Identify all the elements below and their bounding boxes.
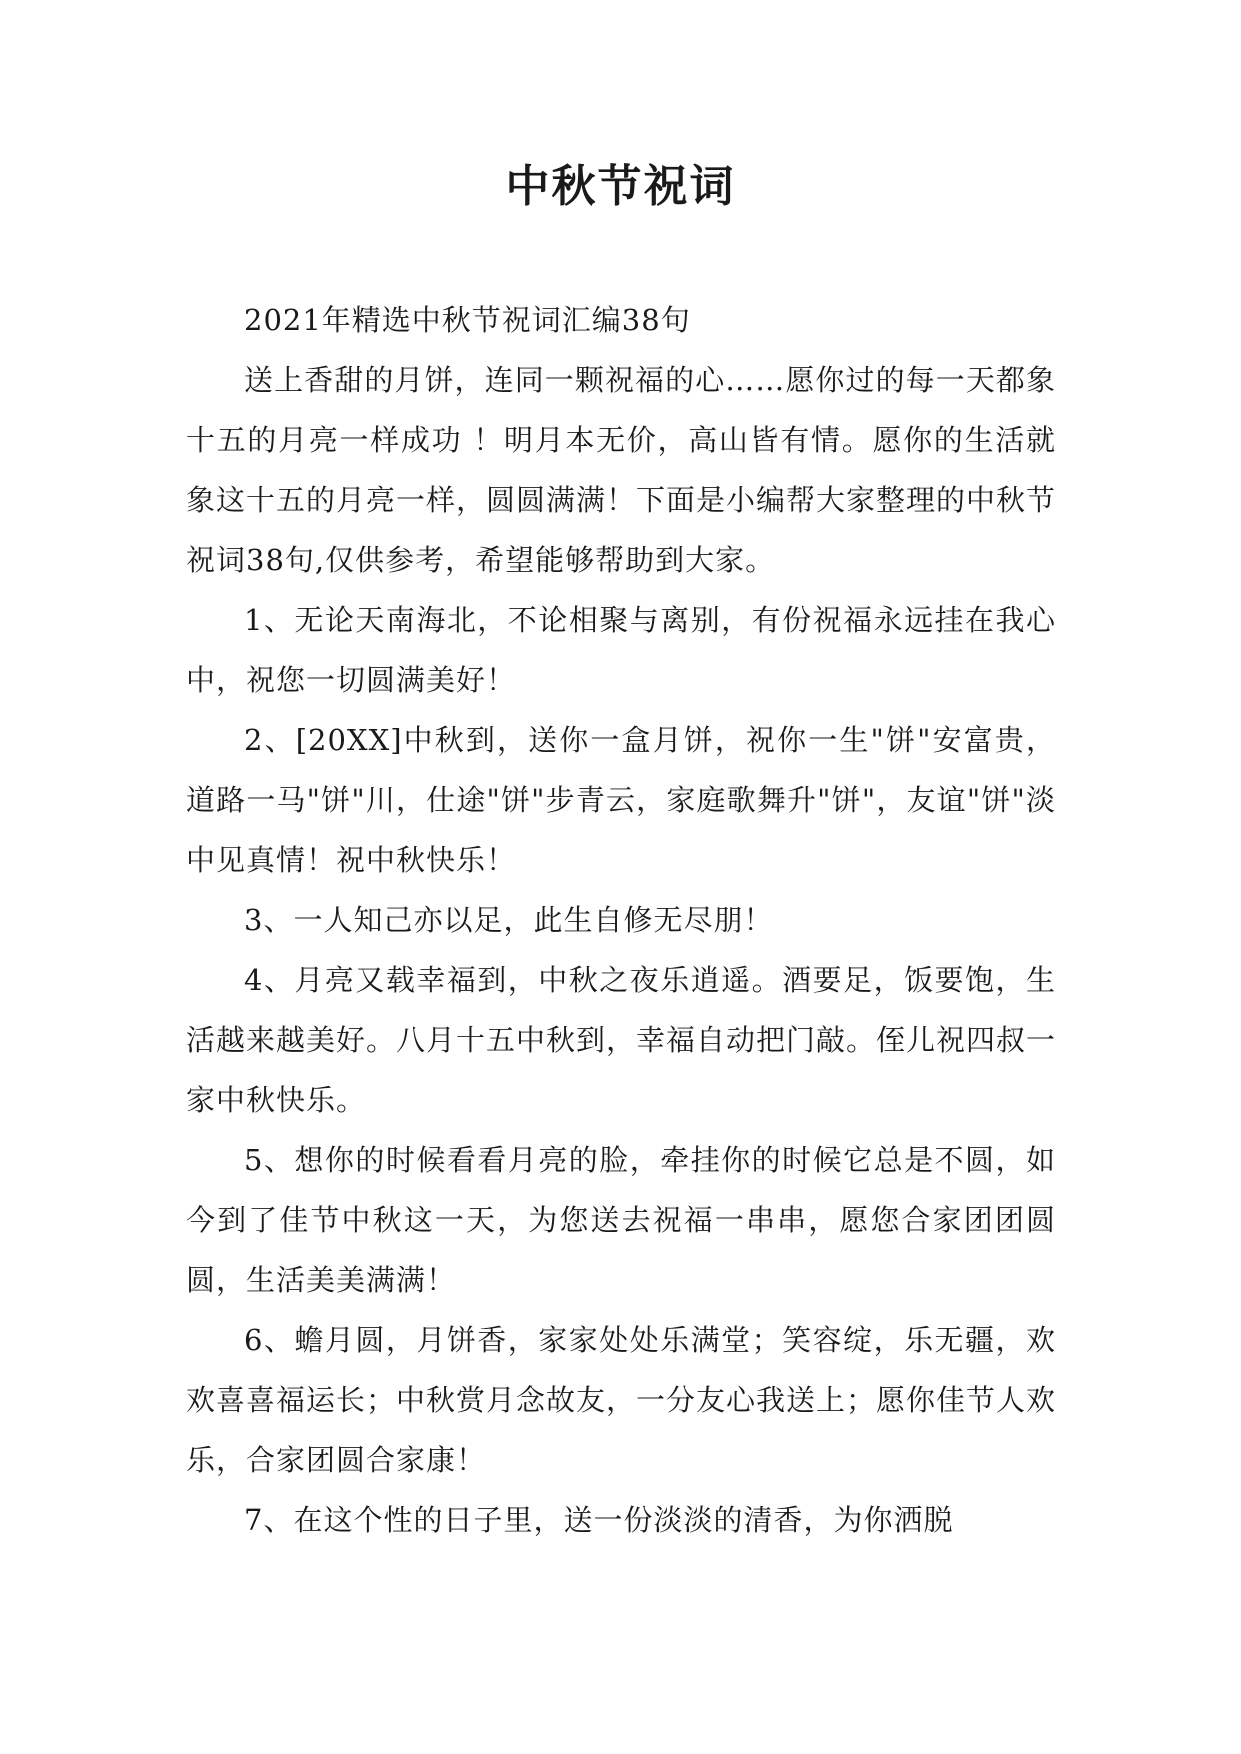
intro-heading: 2021年精选中秋节祝词汇编38句 [244, 303, 691, 337]
intro-paragraph: 送上香甜的月饼，连同一颗祝福的心……愿你过的每一天都象十五的月亮一样成功 ！明月本无价，高山皆有情。愿你的生活就象这十五的月亮一样，圆圆满满！下面是小编帮大家整理的中秋节祝词38句,仅供参考，希望能够帮助到大家。 [186, 363, 1057, 577]
blessing-item-6: 6、蟾月圆，月饼香，家家处处乐满堂；笑容绽，乐无疆，欢欢喜喜福运长；中秋赏月念故友，一分友心我送上；愿你佳节人欢乐，合家团圆合家康！ [186, 1323, 1057, 1477]
blessing-item-4: 4、月亮又载幸福到，中秋之夜乐逍遥。酒要足，饭要饱，生活越来越美好。八月十五中秋到，幸福自动把门敲。侄儿祝四叔一家中秋快乐。 [186, 963, 1057, 1117]
document-body [186, 290, 1056, 1550]
blessing-item-5: 5、想你的时候看看月亮的脸，牵挂你的时候它总是不圆，如今到了佳节中秋这一天，为您送去祝福一串串，愿您合家团团圆圆，生活美美满满！ [186, 1143, 1056, 1297]
document-title: 中秋节祝词 [505, 161, 736, 212]
blessing-item-2: 2、[20XX]中秋到，送你一盒月饼，祝你一生"饼"安富贵，道路一马"饼"川，仕途"饼"步青云，家庭歌舞升"饼"，友谊"饼"淡中见真情！祝中秋快乐！ [186, 723, 1056, 877]
blessing-item-1: 1、无论天南海北，不论相聚与离别，有份祝福永远挂在我心中，祝您一切圆满美好！ [186, 603, 1056, 697]
blessing-item-7: 7、在这个性的日子里，送一份淡淡的清香，为你洒脱 [244, 1503, 954, 1537]
blessing-item-3: 3、一人知己亦以足，此生自修无尽朋！ [244, 903, 774, 937]
